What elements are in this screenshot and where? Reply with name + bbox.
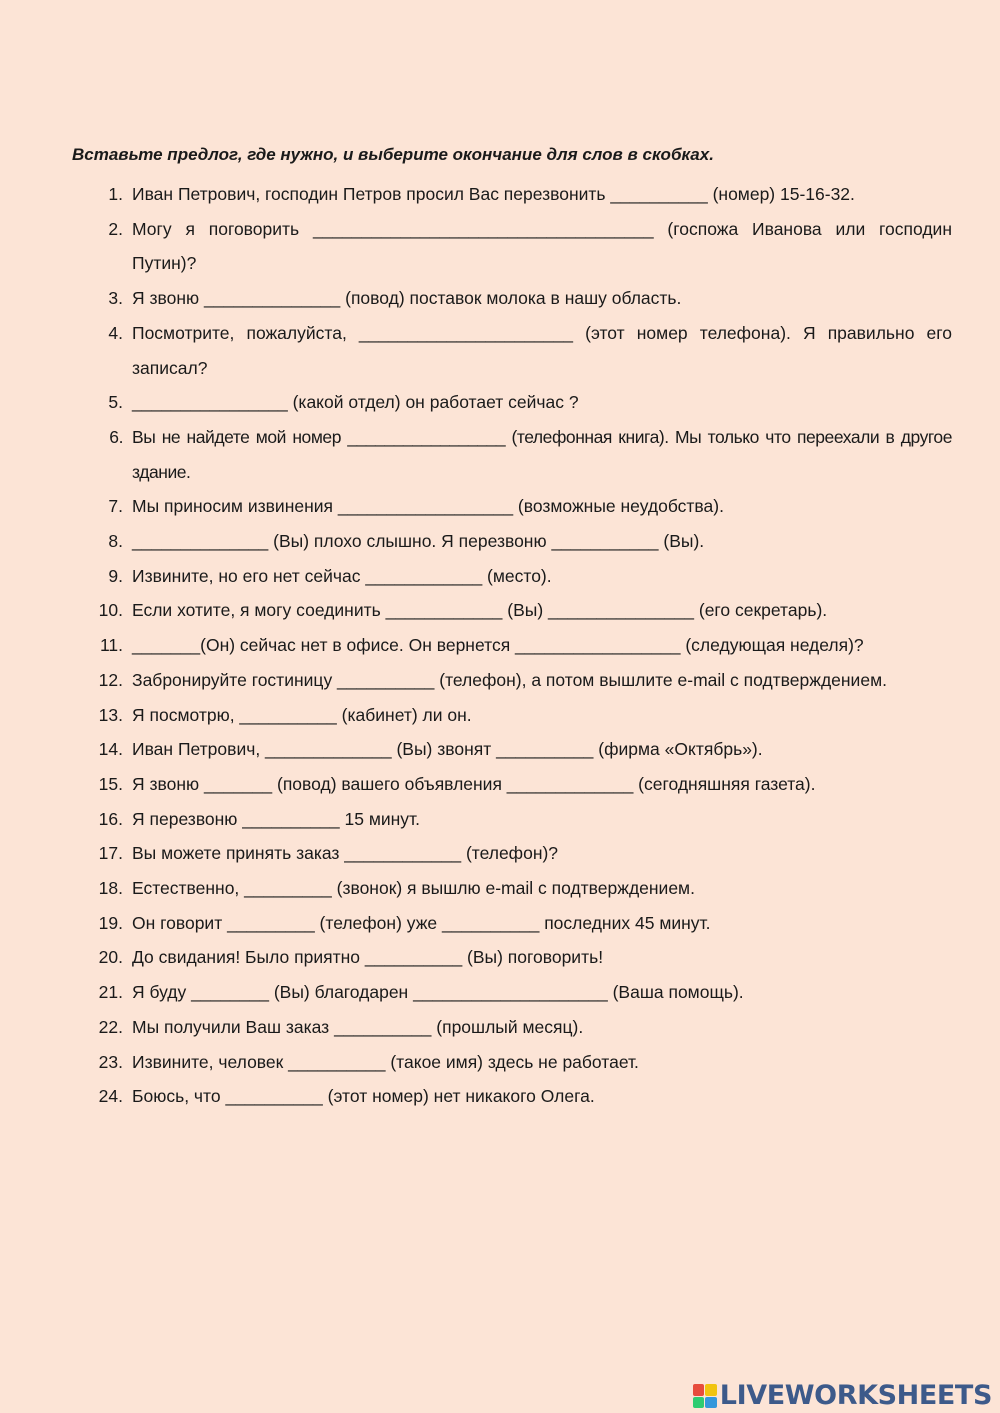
task-item <box>0 906 1000 941</box>
task-text: Вы можете принять заказ ____________ (телефон)? <box>132 843 559 864</box>
task-number: 20. <box>98 947 123 968</box>
task-item <box>0 316 1000 385</box>
task-item <box>0 420 1000 489</box>
task-number: 7. <box>108 496 123 517</box>
task-text: Мы получили Ваш заказ __________ (прошлый месяц). <box>132 1016 584 1037</box>
task-number: 1. <box>108 184 123 204</box>
task-item <box>0 940 1000 975</box>
task-item <box>0 212 1000 281</box>
task-text: Я звоню _______ (повод) вашего объявления _____________ (сегодняшняя газета). <box>132 773 816 794</box>
task-text: _______(Он) сейчас нет в офисе. Он вернется _________________ (следующая неделя)? <box>132 635 864 656</box>
task-item <box>0 177 1000 212</box>
task-number: 4. <box>108 322 123 343</box>
task-number: 24. <box>98 1086 123 1107</box>
task-number: 22. <box>98 1016 123 1037</box>
task-list <box>0 177 1000 1114</box>
task-item <box>0 802 1000 837</box>
task-item <box>0 1079 1000 1114</box>
task-text: ______________ (Вы) плохо слышно. Я перезвоню ___________ (Вы). <box>132 531 705 552</box>
task-item <box>0 1010 1000 1045</box>
task-text: Посмотрите, пожалуйста, ______________________ (этот номер телефона). Я правильно его записал? <box>132 322 952 378</box>
task-number: 6. <box>109 426 123 447</box>
logo-mark-square <box>705 1384 717 1396</box>
task-item <box>0 1045 1000 1080</box>
task-item <box>0 836 1000 871</box>
task-text: Вы не найдете мой номер _________________ (телефонная книга). Мы только что переехали в другое здание. <box>132 426 952 482</box>
task-text: Мы приносим извинения __________________ (возможные неудобства). <box>132 496 724 517</box>
liveworksheets-mark-icon <box>693 1384 717 1408</box>
task-number: 19. <box>98 912 123 933</box>
task-item <box>0 524 1000 559</box>
task-item <box>0 871 1000 906</box>
task-number: 13. <box>98 704 123 725</box>
task-text: Я перезвоню __________ 15 минут. <box>132 808 420 829</box>
task-item <box>0 559 1000 594</box>
task-number: 3. <box>108 288 123 309</box>
task-number: 18. <box>98 878 123 899</box>
task-number: 2. <box>108 218 123 239</box>
task-item <box>0 281 1000 316</box>
task-item <box>0 698 1000 733</box>
task-text: Естественно, _________ (звонок) я вышлю e-mail с подтверждением. <box>132 878 695 899</box>
task-number: 9. <box>108 565 123 586</box>
logo-mark-square <box>693 1397 705 1409</box>
task-item <box>0 385 1000 420</box>
task-item <box>0 732 1000 767</box>
instruction-heading: Вставьте предлог, где нужно, и выберите окончание для слов в скобках. <box>72 145 714 164</box>
logo-mark-square <box>693 1384 705 1396</box>
task-text: Могу я поговорить ___________________________________ (госпожа Иванова или господин Путин)? <box>132 218 952 274</box>
task-text: Забронируйте гостиницу __________ (телефон), а потом вышлите e-mail с подтверждением. <box>132 669 887 690</box>
task-number: 8. <box>108 531 123 552</box>
task-text: ________________ (какой отдел) он работает сейчас ? <box>132 392 579 413</box>
task-text: Я буду ________ (Вы) благодарен ____________________ (Ваша помощь). <box>132 982 744 1003</box>
task-item <box>0 628 1000 663</box>
task-item <box>0 663 1000 698</box>
task-text: Я звоню ______________ (повод) поставок молока в нашу область. <box>132 288 682 309</box>
task-number: 11. <box>99 635 123 656</box>
logo-mark-square <box>705 1397 717 1409</box>
task-number: 14. <box>98 739 123 760</box>
task-text: Извините, человек __________ (такое имя) здесь не работает. <box>132 1051 639 1072</box>
task-text: Если хотите, я могу соединить ____________ (Вы) _______________ (его секретарь). <box>132 600 828 621</box>
task-number: 15. <box>98 773 123 794</box>
task-number: 5. <box>108 392 123 413</box>
liveworksheets-logo[interactable] <box>693 1380 992 1411</box>
task-text: Я посмотрю, __________ (кабинет) ли он. <box>132 704 472 725</box>
logo-text: LIVEWORKSHEETS <box>719 1380 992 1411</box>
task-text: Извините, но его нет сейчас ____________ (место). <box>132 565 552 586</box>
task-item <box>0 489 1000 524</box>
task-item <box>0 593 1000 628</box>
task-text: Боюсь, что __________ (этот номер) нет никакого Олега. <box>132 1086 595 1107</box>
task-number: 12. <box>98 669 123 690</box>
task-text: Иван Петрович, господин Петров просил Вас перезвонить __________ (номер) 15-16-32. <box>132 184 855 204</box>
task-number: 21. <box>98 982 123 1003</box>
task-item <box>0 975 1000 1010</box>
task-text: До свидания! Было приятно __________ (Вы) поговорить! <box>132 947 604 968</box>
task-text: Он говорит _________ (телефон) уже __________ последних 45 минут. <box>132 912 711 933</box>
task-number: 23. <box>98 1051 123 1072</box>
task-text: Иван Петрович, _____________ (Вы) звонят __________ (фирма «Октябрь»). <box>132 739 763 760</box>
task-item <box>0 767 1000 802</box>
task-number: 10. <box>98 600 123 621</box>
task-number: 17. <box>98 843 123 864</box>
task-number: 16. <box>98 808 123 829</box>
